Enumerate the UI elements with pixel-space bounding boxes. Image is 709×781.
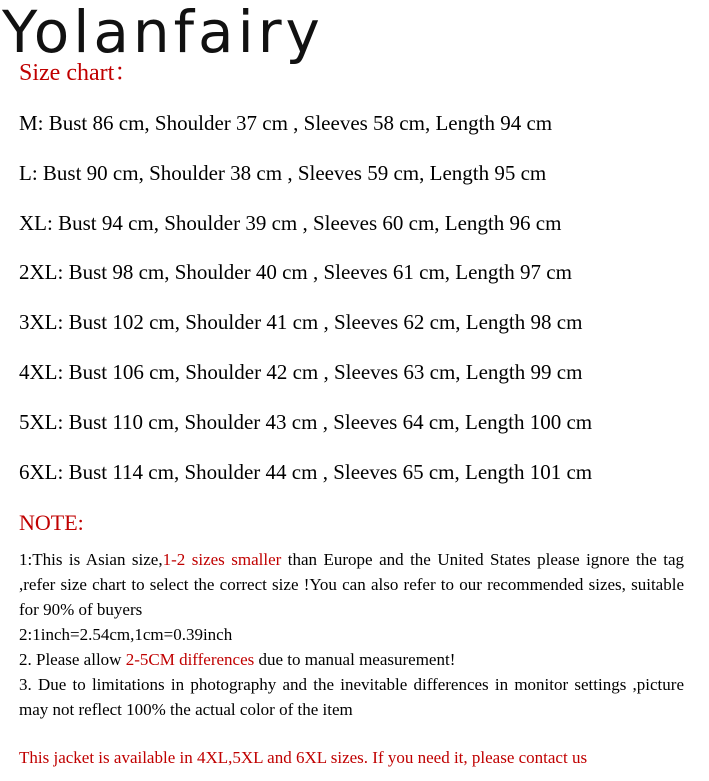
size-row-xl: XL: Bust 94 cm, Shoulder 39 cm , Sleeves 60 cm, Length 96 cm [19,210,562,235]
size-row-5xl: 5XL: Bust 110 cm, Shoulder 43 cm , Sleeves 64 cm, Length 100 cm [19,409,593,434]
note-asian-size-prefix: 1:This is Asian size, [19,550,163,569]
note-asian-size-highlight: 1-2 sizes smaller [162,550,282,569]
size-chart-heading: Size chart： [19,60,139,86]
notes-block [19,547,684,722]
note-heading: NOTE: [19,510,84,535]
size-row-3xl: 3XL: Bust 102 cm, Shoulder 41 cm , Sleeves 62 cm, Length 98 cm [19,310,583,335]
size-row-6xl: 6XL: Bust 114 cm, Shoulder 44 cm , Sleeves 65 cm, Length 101 cm [19,459,593,484]
brand-title: Yolanfairy [2,0,324,66]
note-asian-size [19,547,684,622]
availability-note: This jacket is available in 4XL,5XL and 6XL sizes. If you need it, please contact us [19,748,588,767]
note-measurement-prefix: 2. Please allow [19,650,126,669]
note-measurement-difference [19,647,684,672]
note-measurement-highlight: 2-5CM differences [125,650,255,669]
note-photo-color: 3. Due to limitations in photography and the inevitable differences in monitor settings ,picture may not reflect 100% the actual color of the item [19,675,684,719]
note-measurement-suffix: due to manual measurement! [254,650,456,669]
size-list [19,108,592,506]
note-asian-size-suffix: than Europe and the United States please ignore the tag ,refer size chart to select the correct size !You can also refer to our recommended sizes, suitable for 90% of buyers [19,550,684,619]
size-row-l: L: Bust 90 cm, Shoulder 38 cm , Sleeves 59 cm, Length 95 cm [19,160,547,185]
note-unit-conversion: 2:1inch=2.54cm,1cm=0.39inch [19,625,233,644]
size-row-4xl: 4XL: Bust 106 cm, Shoulder 42 cm , Sleeves 63 cm, Length 99 cm [19,359,583,384]
size-row-m: M: Bust 86 cm, Shoulder 37 cm , Sleeves 58 cm, Length 94 cm [19,111,553,135]
size-row-2xl: 2XL: Bust 98 cm, Shoulder 40 cm , Sleeves 61 cm, Length 97 cm [19,260,572,285]
